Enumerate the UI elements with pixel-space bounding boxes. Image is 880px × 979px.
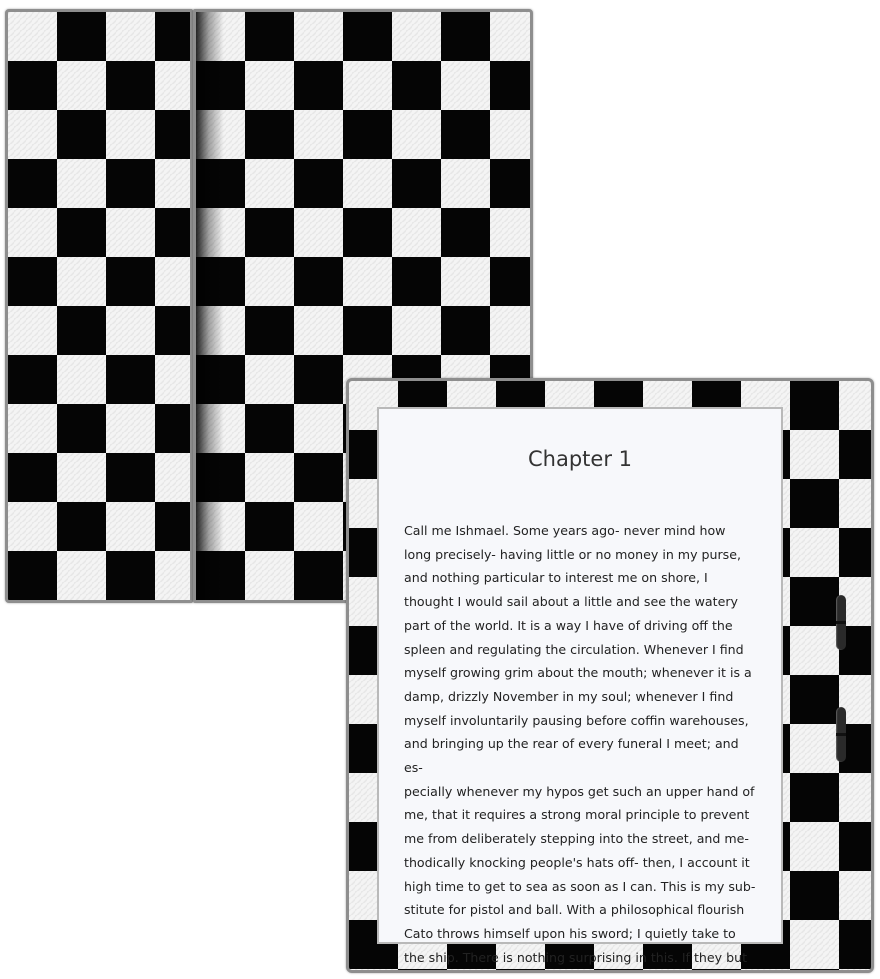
back-skin-left-panel	[5, 9, 193, 603]
button-notch	[836, 733, 846, 736]
ereader-screen	[377, 407, 783, 965]
front-skin-panel	[346, 378, 874, 973]
button-notch	[836, 621, 846, 624]
page-turn-button-bottom[interactable]	[836, 707, 846, 762]
page-turn-button-top[interactable]	[836, 595, 846, 650]
page-text: Call me Ishmael. Some years ago- never mind how long precisely- having little or no money in my purse, and nothing particular to interest me on shore, I thought I would sail about a little and see the watery part of the world. It is a way I have of driving off the spleen and regulating the circulation. Whenever I find myself growing grim about the mouth; whenever it is a damp, drizzly November in my soul; whenever I find myself involuntarily pausing before coffin warehouses, and bringing up the rear of every funeral I meet; and es- pecially whenever my hypos get such an upper hand of me, that it requires a strong moral principle to prevent me from deliberately stepping into the street, and me- thodically knocking people's hats off- then, I account it high time to get to sea as soon as I can. This is my sub- stitute for pistol and ball. With a philosophical flourish Cato throws himself upon his sword; I quietly take to the ship. There is nothing surprising in this. If they but	[404, 523, 756, 965]
spine-shadow	[196, 12, 224, 600]
chapter-title: Chapter 1	[528, 447, 632, 471]
